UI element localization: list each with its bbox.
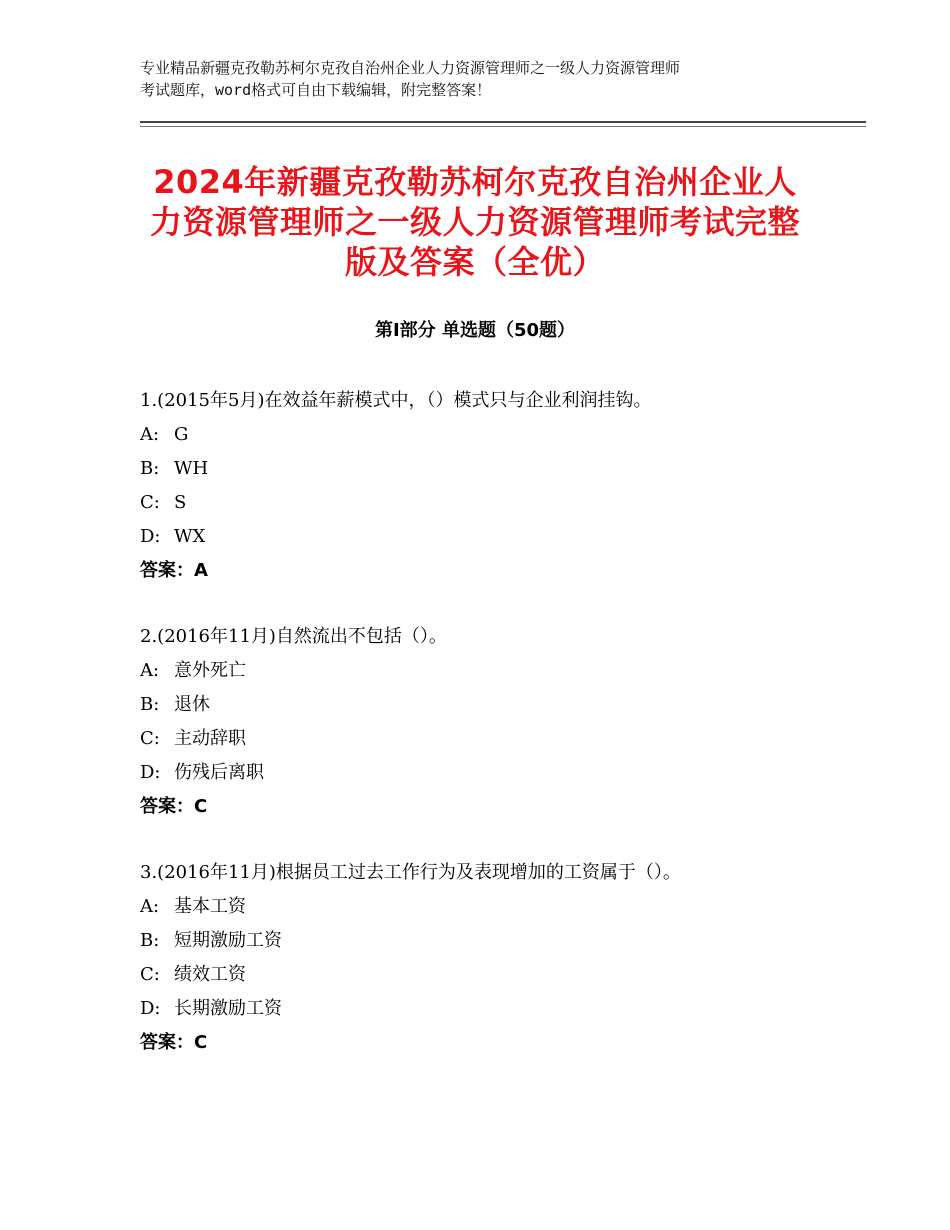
option-letter: B: <box>140 694 160 715</box>
section-title: 第Ⅰ部分 单选题（50题） <box>374 320 575 341</box>
answer-value: C <box>194 1032 208 1053</box>
option-text: 绩效工资 <box>174 964 246 985</box>
option-text: G <box>174 424 189 445</box>
question-list <box>140 384 840 1092</box>
option-b <box>140 688 840 722</box>
option-text: 主动辞职 <box>174 728 246 749</box>
answer-label: 答案： <box>140 560 194 581</box>
option-letter: D: <box>140 998 161 1019</box>
option-letter: C: <box>140 492 160 513</box>
option-text: 伤残后离职 <box>174 762 264 783</box>
question-item <box>140 384 840 588</box>
option-c <box>140 958 840 992</box>
option-text: 短期激励工资 <box>174 930 282 951</box>
question-stem: 3.(2016年11月)根据员工过去工作行为及表现增加的工资属于（）。 <box>140 862 681 883</box>
answer-line <box>140 554 840 588</box>
option-c <box>140 722 840 756</box>
option-letter: B: <box>140 458 160 479</box>
header-note <box>140 57 830 101</box>
option-text: WX <box>174 526 206 547</box>
header-divider-thick <box>140 121 866 123</box>
option-a <box>140 890 840 924</box>
answer-value: C <box>194 796 208 817</box>
document-title: 2024年新疆克孜勒苏柯尔克孜自治州企业人力资源管理师之一级人力资源管理师考试完整版及答案（全优） <box>149 163 800 281</box>
question-stem: 1.(2015年5月)在效益年薪模式中，（）模式只与企业利润挂钩。 <box>140 390 652 411</box>
answer-label: 答案： <box>140 1032 194 1053</box>
question-stem: 2.(2016年11月)自然流出不包括（）。 <box>140 626 447 647</box>
option-letter: C: <box>140 964 160 985</box>
header-divider-thin <box>140 126 866 127</box>
answer-label: 答案： <box>140 796 194 817</box>
option-letter: C: <box>140 728 160 749</box>
option-letter: A: <box>140 896 160 917</box>
option-text: 基本工资 <box>174 896 246 917</box>
option-letter: A: <box>140 660 160 681</box>
option-text: 退休 <box>174 694 210 715</box>
option-text: 长期激励工资 <box>174 998 282 1019</box>
option-a <box>140 418 840 452</box>
question-item <box>140 856 840 1060</box>
header-note-line-1: 专业精品新疆克孜勒苏柯尔克孜自治州企业人力资源管理师之一级人力资源管理师 <box>140 59 681 77</box>
answer-line <box>140 790 840 824</box>
option-a <box>140 654 840 688</box>
answer-value: A <box>194 560 208 581</box>
option-letter: B: <box>140 930 160 951</box>
option-letter: D: <box>140 762 161 783</box>
header-note-line-2: 考试题库，word格式可自由下载编辑，附完整答案！ <box>140 81 492 99</box>
option-text: WH <box>174 458 209 479</box>
option-text: S <box>174 492 187 513</box>
option-text: 意外死亡 <box>174 660 246 681</box>
option-letter: D: <box>140 526 161 547</box>
option-d <box>140 992 840 1026</box>
option-b <box>140 452 840 486</box>
option-b <box>140 924 840 958</box>
answer-line <box>140 1026 840 1060</box>
option-letter: A: <box>140 424 160 445</box>
option-d <box>140 756 840 790</box>
question-item <box>140 620 840 824</box>
option-d <box>140 520 840 554</box>
option-c <box>140 486 840 520</box>
